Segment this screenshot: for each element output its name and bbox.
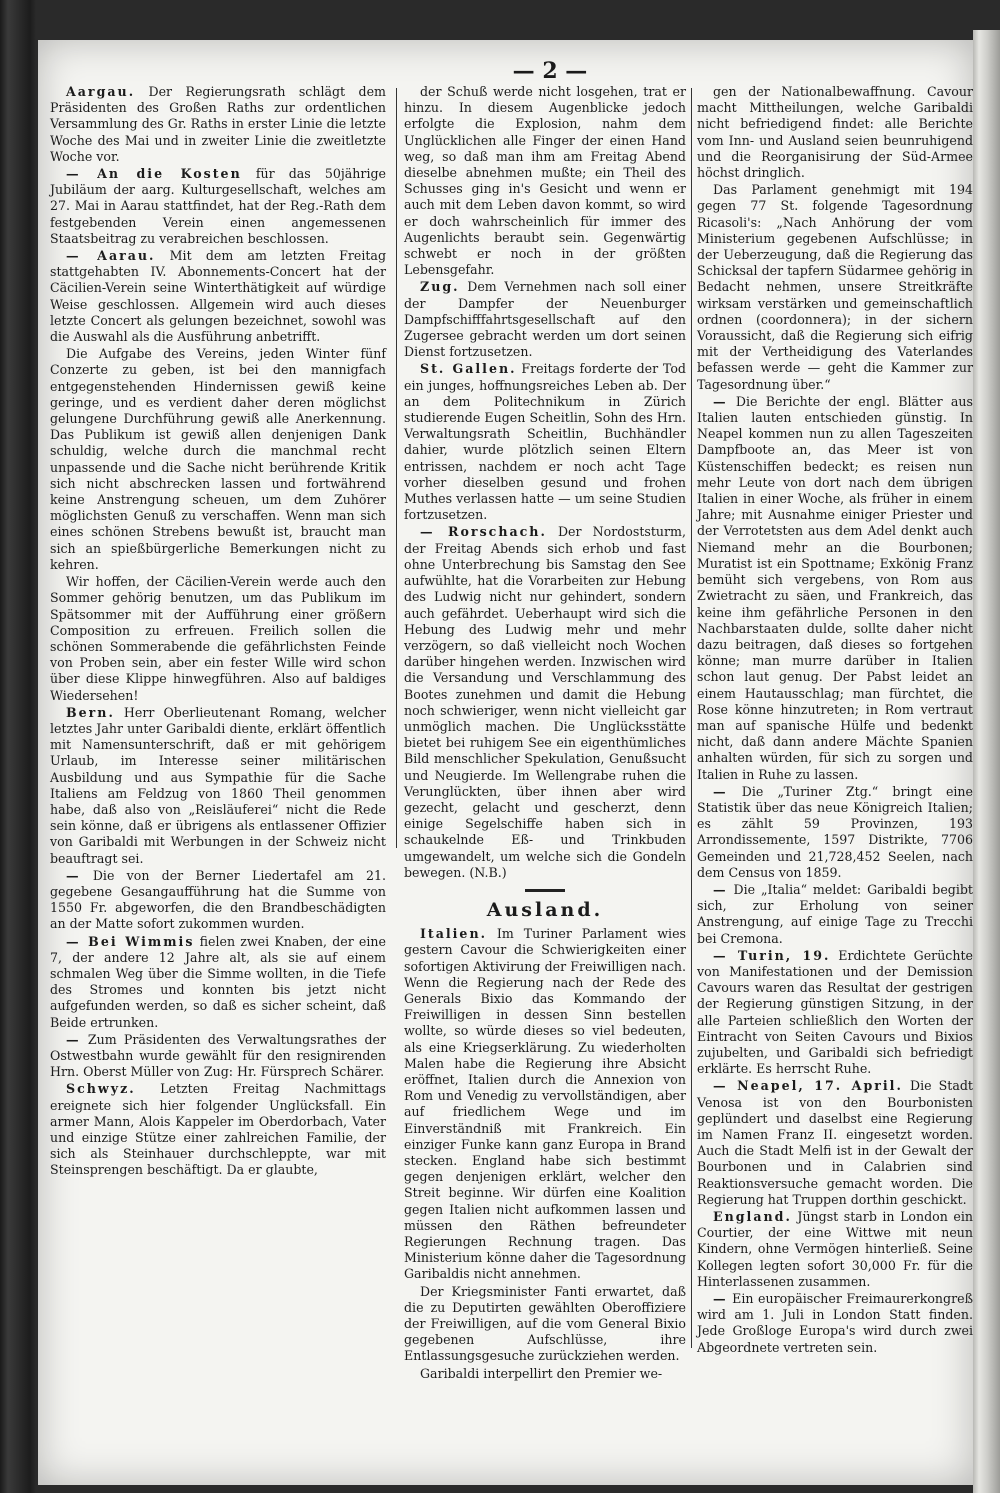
article-text: Die „Italia“ meldet: Garibaldi begibt sich, zur Erholung von seiner Anstrengung, auf einige Tage zu Trecchi bei Cremona. bbox=[697, 881, 973, 946]
article-text: Die „Turiner Ztg.“ bringt eine Statistik über das neue Königreich Italien; es zählt 59 Provinzen, 193 Arrondissemente, 1597 Distrikte, 7706 Gemeinden und 21,728,452 Seelen, nach dem Census von 1859. bbox=[697, 783, 973, 880]
article-dateline: — bbox=[66, 867, 81, 883]
article-dateline: — Rorschach. bbox=[420, 524, 547, 540]
article-text: Der Regierungsrath schlägt dem Präsidenten des Großen Raths zur ordentlichen Versammlung des Gr. Raths in erster Linie die letzte Woche des Mai und in zweiter Linie die zweitletzte Woche vor. bbox=[50, 84, 386, 164]
article-paragraph bbox=[404, 1366, 686, 1382]
article-text: Jüngst starb in London ein Courtier, der eine Wittwe mit neun Kindern, ohne Vermögen hinterließ. Seine Kollegen legten sofort 30,000 Fr. für die Hinterlassenen zusammen. bbox=[697, 1209, 973, 1289]
article-text: gen der Nationalbewaffnung. Cavour macht Mittheilungen, welche Garibaldi nicht befriedigend findet: alle Berichte vom Inn- und Ausland seien beunruhigend und die Reorganisirung der Süd-Armee höchst dringlich. bbox=[697, 84, 973, 181]
article-text: fielen zwei Knaben, der eine 7, der andere 12 Jahre alt, als sie auf einem schmalen Weg über die Simme wollten, in die Tiefe des Stromes und konnten bis jetzt nicht aufgefunden werden, so daß es sicher scheint, daß Beide ertrunken. bbox=[50, 933, 386, 1030]
article-paragraph bbox=[50, 346, 386, 573]
article-paragraph bbox=[697, 882, 973, 947]
article-dateline: — Turin, 19. bbox=[713, 947, 831, 963]
article-paragraph bbox=[50, 1032, 386, 1081]
article-text: Die von der Berner Liedertafel am 21. gegebene Gesangaufführung hat die Summe von 1550 Fr. abgeworfen, die den Brandbeschädigten an der Matte sofort zukommen wurden. bbox=[50, 867, 386, 932]
article-dateline: — Aarau. bbox=[66, 248, 156, 264]
article-paragraph bbox=[50, 166, 386, 247]
article-text: Die Aufgabe des Vereins, jeden Winter fünf Conzerte zu geben, ist bei den mannigfach entgegenstehenden Hindernissen gewiß keine geringe, und es verdient daher deren möglichst gelungene Durchführung gewiß alle Anerkennung. Das Publikum ist gewiß allen denjenigen Dank schuldig, welche durch die manchmal recht unpassende und die Sache nicht berührende Kritik sich nicht abschrecken lassen und fortwährend keine Anstrengung scheuen, um dem Zuhörer möglichsten Genuß zu verschaffen. Wenn man sich eines schönen Strebens bewußt ist, braucht man sich an spießbürgerliche Bemerkungen nicht zu kehren. bbox=[50, 346, 386, 572]
article-text: für das 50jährige Jubiläum der aarg. Kulturgesellschaft, welches am 27. Mai in Aarau stattfindet, hat der Reg.-Rath dem festgebenden Verein einen angemessenen Staatsbeitrag zu verabreichen beschlossen. bbox=[50, 166, 386, 246]
article-paragraph bbox=[50, 705, 386, 867]
article-dateline: England. bbox=[713, 1209, 792, 1225]
column-rule-right bbox=[691, 88, 692, 1348]
article-paragraph bbox=[697, 394, 973, 783]
article-text: Herr Oberlieutenant Romang, welcher letztes Jahr unter Garibaldi diente, erklärt öffentlich mit Namensunterschrift, daß er mit gehörigem Urlaub, im Interesse seiner militärischen Ausbildung und aus Sympathie für die Sache Italiens am Feldzug von 1860 Theil genommen habe, daß also von „Reisläuferei“ nicht die Rede sein könne, daß er übrigens als entlassener Offizier von Garibaldi mit Werbungen in der Schweiz nicht beauftragt sei. bbox=[50, 704, 386, 866]
article-text: Freitags forderte der Tod ein junges, hoffnungsreiches Leben ab. Der an dem Politechnikum in Zürich studierende Eugen Scheitlin, Sohn des Hrn. Verwaltungsrath Scheitlin, Buchhändler dahier, wurde plötzlich seinen Eltern entrissen, nachdem er noch acht Tage vorher dieselben gesund und frohen Muthes verlassen hatte — um seine Studien fortzusetzen. bbox=[404, 361, 686, 523]
page-number: — 2 — bbox=[512, 58, 588, 84]
article-paragraph bbox=[697, 1291, 973, 1356]
article-dateline: — bbox=[713, 881, 728, 897]
article-dateline: — An die Kosten bbox=[66, 166, 242, 182]
article-paragraph bbox=[404, 84, 686, 278]
article-paragraph bbox=[697, 1078, 973, 1208]
article-text: Letzten Freitag Nachmittags ereignete sich hier folgender Unglücksfall. Ein armer Mann, Alois Kappeler im Oberdorbach, Vater und einzige Stütze einer zahlreichen Familie, der sich als Steinhauer durchschleppte, war mit Steinsprengen beschäftigt. Da er glaubte, bbox=[50, 1081, 386, 1178]
article-dateline: Schwyz. bbox=[66, 1081, 136, 1097]
article-dateline: — bbox=[713, 393, 728, 409]
article-paragraph bbox=[404, 524, 686, 880]
article-paragraph bbox=[697, 182, 973, 393]
article-text: der Schuß werde nicht losgehen, trat er hinzu. In diesem Augenblicke jedoch erfolgte die Explosion, nahm dem Unglücklichen alle Finger der einen Hand weg, so daß man ihm am Freitag Abend dieselbe abnehmen mußte; ein Theil des Schusses ging in's Gesicht und wenn er auch mit dem Leben davon kommt, so wird er doch wahrscheinlich für immer des Augenlichts beraubt sein. Gegenwärtig schwebt er noch in der größten Lebensgefahr. bbox=[404, 84, 686, 278]
article-paragraph bbox=[50, 84, 386, 165]
article-text: Wir hoffen, der Cäcilien-Verein werde auch den Sommer gehörig benutzen, um das Publikum im Spätsommer mit der Aufführung einer größern Composition zu erfreuen. Freilich sollen die schönen Sommerabende die gefährlichsten Feinde von Proben sein, aber ein fester Wille wird schon über diese Klippe hinwegführen. Also auf baldiges Wiedersehen! bbox=[50, 574, 386, 703]
middle-column bbox=[404, 84, 686, 1382]
article-paragraph bbox=[697, 948, 973, 1078]
article-paragraph bbox=[404, 361, 686, 523]
article-text: Dem Vernehmen nach soll einer der Dampfer der Neuenburger Dampfschifffahrtsgesellschaft auf den Zugersee gebracht werden um dort seinen Dienst fortzusetzen. bbox=[404, 279, 686, 360]
article-dateline: — bbox=[713, 1291, 728, 1307]
article-paragraph bbox=[50, 868, 386, 933]
article-text: Der Kriegsminister Fanti erwartet, daß die zu Deputirten gewählten Oberoffiziere der Freiwilligen, auf die vom General Bixio gegebenen Aufschlüsse, ihre Entlassungsgesuche zurückziehen werden. bbox=[404, 1283, 686, 1364]
article-paragraph bbox=[50, 1081, 386, 1178]
column-rule-left bbox=[396, 88, 397, 848]
article-dateline: — Bei Wimmis bbox=[66, 933, 195, 949]
article-text: Die Berichte der engl. Blätter aus Italien lauten entschieden günstig. In Neapel kommen nun zu allen Tageszeiten Dampfboote an, das Meer ist von Küstenschiffen bedeckt; es reisen nun mehr Leute von dort nach dem übrigen Italien in einer Woche, als früher in einem Jahre; mit Ausnahme einiger Priester und der Verrotetsten aus dem Adel denkt auch Niemand mehr an die Bourbonen; Muratist ist ein Spottname; Exkönig Franz bemüht sich vergebens, von Rom aus Zwietracht zu säen, und Frankreich, das keine ihm gefährliche Personen in den Nachbarstaaten dulde, sollte daher nicht dazu beitragen, daß dieses so fortgehen könne; man murre darüber in Italien schon laut genug. Der Pabst leidet an einem Hautausschlag; man fürchtet, die Rose könne hinzutreten; in Rom vertraut man auf spanische Hülfe und bedenkt nicht, daß dann andere Mächte Spanien anhalten würden, für sich zu sorgen und Italien in Ruhe zu lassen. bbox=[697, 393, 973, 782]
article-text: Der Nordoststurm, der Freitag Abends sich erhob und fast ohne Unterbrechung bis Samstag den See aufwühlte, hat die Vorarbeiten zur Hebung des Ludwig nicht nur gehindert, sondern auch gefährdet. Ueberhaupt wird sich die Hebung des Ludwig mehr und mehr verzögern, so daß vielleicht noch Wochen darüber hingehen werden. Inzwischen wird die Versandung und Verschlammung des Bootes zunehmen und damit die Hebung noch schwieriger, wenn nicht vielleicht gar unmöglich machen. Die Unglücksstätte bietet bei ruhigem See ein eigenthümliches Bild menschlicher Spekulation, Genußsucht und Neugierde. Im Wellengrabe ruhen die Verunglückten, über ihnen aber wird gezecht, gelacht und gescherzt, denn einige Segelschiffe haben sich in schaukelnde Eß- und Trinkbuden umgewandelt, um welche sich die Gondeln bewegen. (N.B.) bbox=[404, 524, 686, 880]
article-dateline: St. Gallen. bbox=[420, 361, 517, 377]
article-text: Die Stadt Venosa ist von den Bourbonisten geplündert und daselbst eine Regierung im Namen Franz II. eingesetzt worden. Auch die Stadt Melfi ist in der Gewalt der Bourbonen und in Calabrien sind Reaktionsversuche gemacht worden. Die Regierung hat Truppen dorthin geschickt. bbox=[697, 1078, 973, 1207]
article-paragraph bbox=[697, 1209, 973, 1290]
article-dateline: — Neapel, 17. April. bbox=[713, 1078, 903, 1094]
article-paragraph bbox=[404, 926, 686, 1282]
article-text: Erdichtete Gerüchte von Manifestationen und der Demission Cavours waren das Resultat der gestrigen der Regierung günstigen Sitzung, in der alle Parteien schließlich den Worten der Eintracht von Seiten Cavours und Bixios zujubelten, und Garibaldi sich befriedigt erklärte. Es herrscht Ruhe. bbox=[697, 947, 973, 1077]
right-column bbox=[697, 84, 973, 1356]
left-column bbox=[50, 84, 386, 1179]
article-dateline: — bbox=[713, 783, 728, 799]
article-paragraph bbox=[697, 84, 973, 181]
page-edge bbox=[973, 30, 1000, 1493]
article-dateline: — bbox=[66, 1031, 81, 1047]
section-divider bbox=[525, 889, 565, 892]
article-text: Garibaldi interpellirt den Premier we- bbox=[420, 1365, 663, 1381]
ausland-heading: Ausland. bbox=[486, 898, 604, 921]
article-dateline: Aargau. bbox=[66, 84, 136, 99]
article-dateline: Zug. bbox=[420, 279, 460, 295]
article-paragraph bbox=[404, 279, 686, 360]
article-text: Mit dem am letzten Freitag stattgehabten IV. Abonnements-Concert hat der Cäcilien-Verein seine Winterthätigkeit auf würdige Weise geschlossen. Allgemein wird auch dieses letzte Concert als gelungen bezeichnet, sowohl was die Auswahl als die Ausführung anbetrifft. bbox=[50, 248, 387, 345]
article-text: Ein europäischer Freimaurerkongreß wird am 1. Juli in London Statt finden. Jede Großloge Europa's wird durch zwei Abgeordnete vertreten sein. bbox=[697, 1291, 973, 1355]
article-dateline: Italien. bbox=[420, 926, 487, 942]
article-paragraph bbox=[50, 934, 386, 1031]
article-text: Im Turiner Parlament wies gestern Cavour die Schwierigkeiten einer sofortigen Aktivirung der Freiwilligen nach. Wenn die Regierung nach der Rede des Generals Bixio das Kommando der Freiwilligen in dessen Sinn bestellen wollte, so würde dieses so viel bedeuten, als eine Kriegserklärung. Zu wiederholten Malen habe die Regierung ihre Absicht eröffnet, Italien durch die Annexion von Rom und Venedig zu vervollständigen, aber auf friedlichem Wege und im Einverständniß mit Frankreich. Ein einziger Funke kann ganz Europa in Brand stecken. England habe sich bestimmt gegen denjenigen erklärt, welcher den Streit beginne. Wir dürfen eine Koalition gegen Italien nicht aufkommen lassen und müssen den Räthen befreundeter Regierungen Rechnung tragen. Das Ministerium könne daher die Tagesordnung Garibaldis nicht annehmen. bbox=[404, 926, 686, 1282]
article-paragraph bbox=[50, 248, 386, 345]
article-dateline: Bern. bbox=[66, 704, 115, 720]
article-paragraph bbox=[404, 1284, 686, 1365]
article-paragraph bbox=[50, 574, 386, 704]
article-text: Zum Präsidenten des Verwaltungsrathes der Ostwestbahn wurde gewählt für den resignirenden Hrn. Oberst Müller von Zug: Hr. Fürsprech Schärer. bbox=[50, 1031, 386, 1080]
article-text: Das Parlament genehmigt mit 194 gegen 77 St. folgende Tagesordnung Ricasoli's: „Nach Anhörung der vom Ministerium gegebenen Aufschlüsse; in der Ueberzeugung, daß die Regierung das Schicksal der tapfern Südarmee gehörig in Bedacht nehmen, unsere Streitkräfte wirksam verstärken und gemeinschaftlich ordnen (coordonnera); in der sichern Voraussicht, daß die Regierung sich eifrig mit der Vertheidigung des Vaterlandes befassen werde — geht die Kammer zur Tagesordnung über.“ bbox=[697, 182, 973, 392]
article-paragraph bbox=[697, 784, 973, 881]
